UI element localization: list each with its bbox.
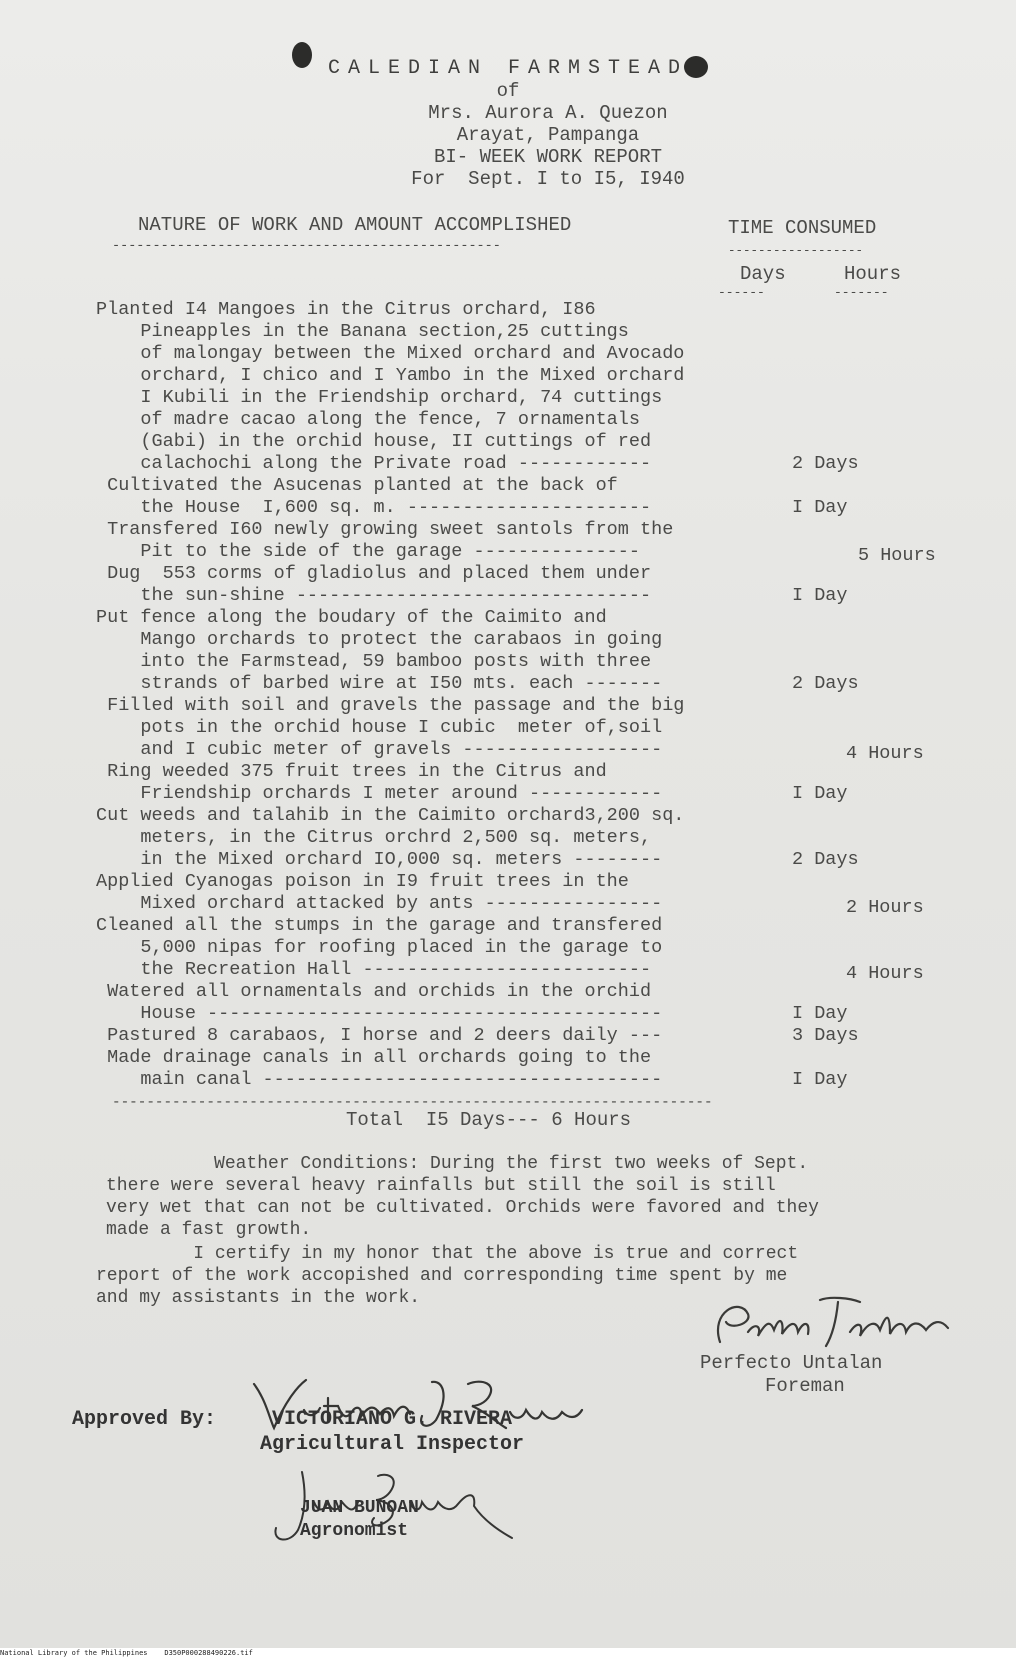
report-type: BI- WEEK WORK REPORT bbox=[433, 146, 663, 168]
entry-days: I Day bbox=[792, 1003, 848, 1024]
entry-line: Ring weeded 375 fruit trees in the Citrus and bbox=[96, 761, 607, 782]
entry-line: Mango orchards to protect the carabaos in going bbox=[96, 629, 663, 650]
hours-rule: ------- bbox=[834, 285, 889, 300]
entry-line: Watered all ornamentals and orchids in the orchid bbox=[96, 981, 652, 1002]
entry-line: main canal ------------------------------------ bbox=[96, 1069, 663, 1090]
entry-line: Mixed orchard attacked by ants ---------------- bbox=[96, 893, 663, 914]
entry-line: strands of barbed wire at I50 mts. each ------- bbox=[96, 673, 663, 694]
entry-line: in the Mixed orchard IO,000 sq. meters -------- bbox=[96, 849, 663, 870]
entry-line: Cut weeds and talahib in the Caimito orchard3,200 sq. bbox=[96, 805, 685, 826]
farm-title: CALEDIAN FARMSTEAD bbox=[327, 57, 689, 80]
certification-line: I certify in my honor that the above is true and correct bbox=[96, 1244, 799, 1264]
entry-line: into the Farmstead, 59 bamboo posts with three bbox=[96, 651, 652, 672]
entry-days: 2 Days bbox=[792, 453, 859, 474]
entry-line: of malongay between the Mixed orchard and Avocado bbox=[96, 343, 685, 364]
foreman-name: Perfecto Untalan bbox=[700, 1352, 883, 1374]
archive-caption: National Library of the Philippines D350P000288490226.tif bbox=[0, 1648, 1016, 1658]
agronomist-title: Agronomist bbox=[300, 1521, 409, 1541]
time-column-header: TIME CONSUMED bbox=[728, 217, 877, 239]
entry-days: I Day bbox=[792, 783, 848, 804]
entry-line: the sun-shine -------------------------------- bbox=[96, 585, 652, 606]
entry-line: House ----------------------------------------- bbox=[96, 1003, 663, 1024]
foreman-title: Foreman bbox=[765, 1375, 845, 1397]
entry-hours: 4 Hours bbox=[846, 743, 924, 764]
entry-line: the Recreation Hall -------------------------- bbox=[96, 959, 652, 980]
entry-line: Made drainage canals in all orchards going to the bbox=[96, 1047, 652, 1068]
nature-header-rule: ------------------------------------------------ bbox=[112, 239, 501, 254]
bottom-rule: ---------------------------------------------------------------------- bbox=[112, 1095, 713, 1111]
hours-column-header: Hours bbox=[844, 263, 902, 285]
entry-days: I Day bbox=[792, 585, 848, 606]
entry-line: Friendship orchards I meter around ------------ bbox=[96, 783, 663, 804]
entry-line: Put fence along the boudary of the Caimito and bbox=[96, 607, 607, 628]
weather-line: very wet that can not be cultivated. Orchids were favored and they bbox=[106, 1198, 819, 1218]
entry-days: 3 Days bbox=[792, 1025, 859, 1046]
agronomist-name: JUAN BUNOAN bbox=[300, 1498, 419, 1518]
approved-by-label: Approved By: bbox=[72, 1408, 217, 1431]
entry-line: I Kubili in the Friendship orchard, 74 cuttings bbox=[96, 387, 663, 408]
weather-line: there were several heavy rainfalls but still the soil is still bbox=[106, 1176, 776, 1196]
entry-line: calachochi along the Private road ------------ bbox=[96, 453, 652, 474]
entry-line: Applied Cyanogas poison in I9 fruit trees in the bbox=[96, 871, 629, 892]
certification-line: and my assistants in the work. bbox=[96, 1288, 421, 1308]
entry-days: 2 Days bbox=[792, 673, 859, 694]
weather-line: Weather Conditions: During the first two weeks of Sept. bbox=[106, 1154, 809, 1174]
entry-line: orchard, I chico and I Yambo in the Mixed orchard bbox=[96, 365, 685, 386]
inspector-name: VICTORIANO G. RIVERA bbox=[272, 1408, 513, 1431]
entry-line: of madre cacao along the fence, 7 ornamentals bbox=[96, 409, 640, 430]
time-header-rule: ------------------ bbox=[728, 244, 864, 258]
days-column-header: Days bbox=[740, 263, 786, 285]
entry-days: I Day bbox=[792, 497, 848, 518]
entry-line: 5,000 nipas for roofing placed in the garage to bbox=[96, 937, 663, 958]
entry-line: Dug 553 corms of gladiolus and placed them under bbox=[96, 563, 652, 584]
entry-line: Cleaned all the stumps in the garage and transfered bbox=[96, 915, 663, 936]
certification-line: report of the work accopished and corresponding time spent by me bbox=[96, 1266, 788, 1286]
entry-days: I Day bbox=[792, 1069, 848, 1090]
entry-line: Pit to the side of the garage --------------- bbox=[96, 541, 640, 562]
entry-hours: 2 Hours bbox=[846, 897, 924, 918]
entry-line: Pineapples in the Banana section,25 cuttings bbox=[96, 321, 629, 342]
total-line: Total I5 Days--- 6 Hours bbox=[346, 1109, 632, 1131]
entry-line: Planted I4 Mangoes in the Citrus orchard, I86 bbox=[96, 299, 596, 320]
entry-line: the House I,600 sq. m. ---------------------- bbox=[96, 497, 652, 518]
entry-line: meters, in the Citrus orchrd 2,500 sq. meters, bbox=[96, 827, 652, 848]
nature-column-header: NATURE OF WORK AND AMOUNT ACCOMPLISHED bbox=[138, 214, 572, 236]
owner-name: Mrs. Aurora A. Quezon bbox=[428, 102, 668, 124]
entry-days: 2 Days bbox=[792, 849, 859, 870]
entry-line: Transfered I60 newly growing sweet santols from the bbox=[96, 519, 674, 540]
report-period: For Sept. I to I5, I940 bbox=[411, 168, 685, 190]
entry-hours: 5 Hours bbox=[858, 545, 936, 566]
entry-line: pots in the orchid house I cubic meter of,soil bbox=[96, 717, 663, 738]
entry-line: Cultivated the Asucenas planted at the back of bbox=[96, 475, 618, 496]
header-of: of bbox=[496, 80, 520, 102]
entry-hours: 4 Hours bbox=[846, 963, 924, 984]
inspector-title: Agricultural Inspector bbox=[260, 1433, 525, 1456]
entry-line: Filled with soil and gravels the passage and the big bbox=[96, 695, 685, 716]
location: Arayat, Pampanga bbox=[456, 124, 640, 146]
days-rule: ------ bbox=[718, 285, 765, 300]
entry-line: Pastured 8 carabaos, I horse and 2 deers daily --- bbox=[96, 1025, 663, 1046]
weather-line: made a fast growth. bbox=[106, 1220, 312, 1240]
entry-line: (Gabi) in the orchid house, II cuttings of red bbox=[96, 431, 652, 452]
entry-line: and I cubic meter of gravels ------------------ bbox=[96, 739, 663, 760]
